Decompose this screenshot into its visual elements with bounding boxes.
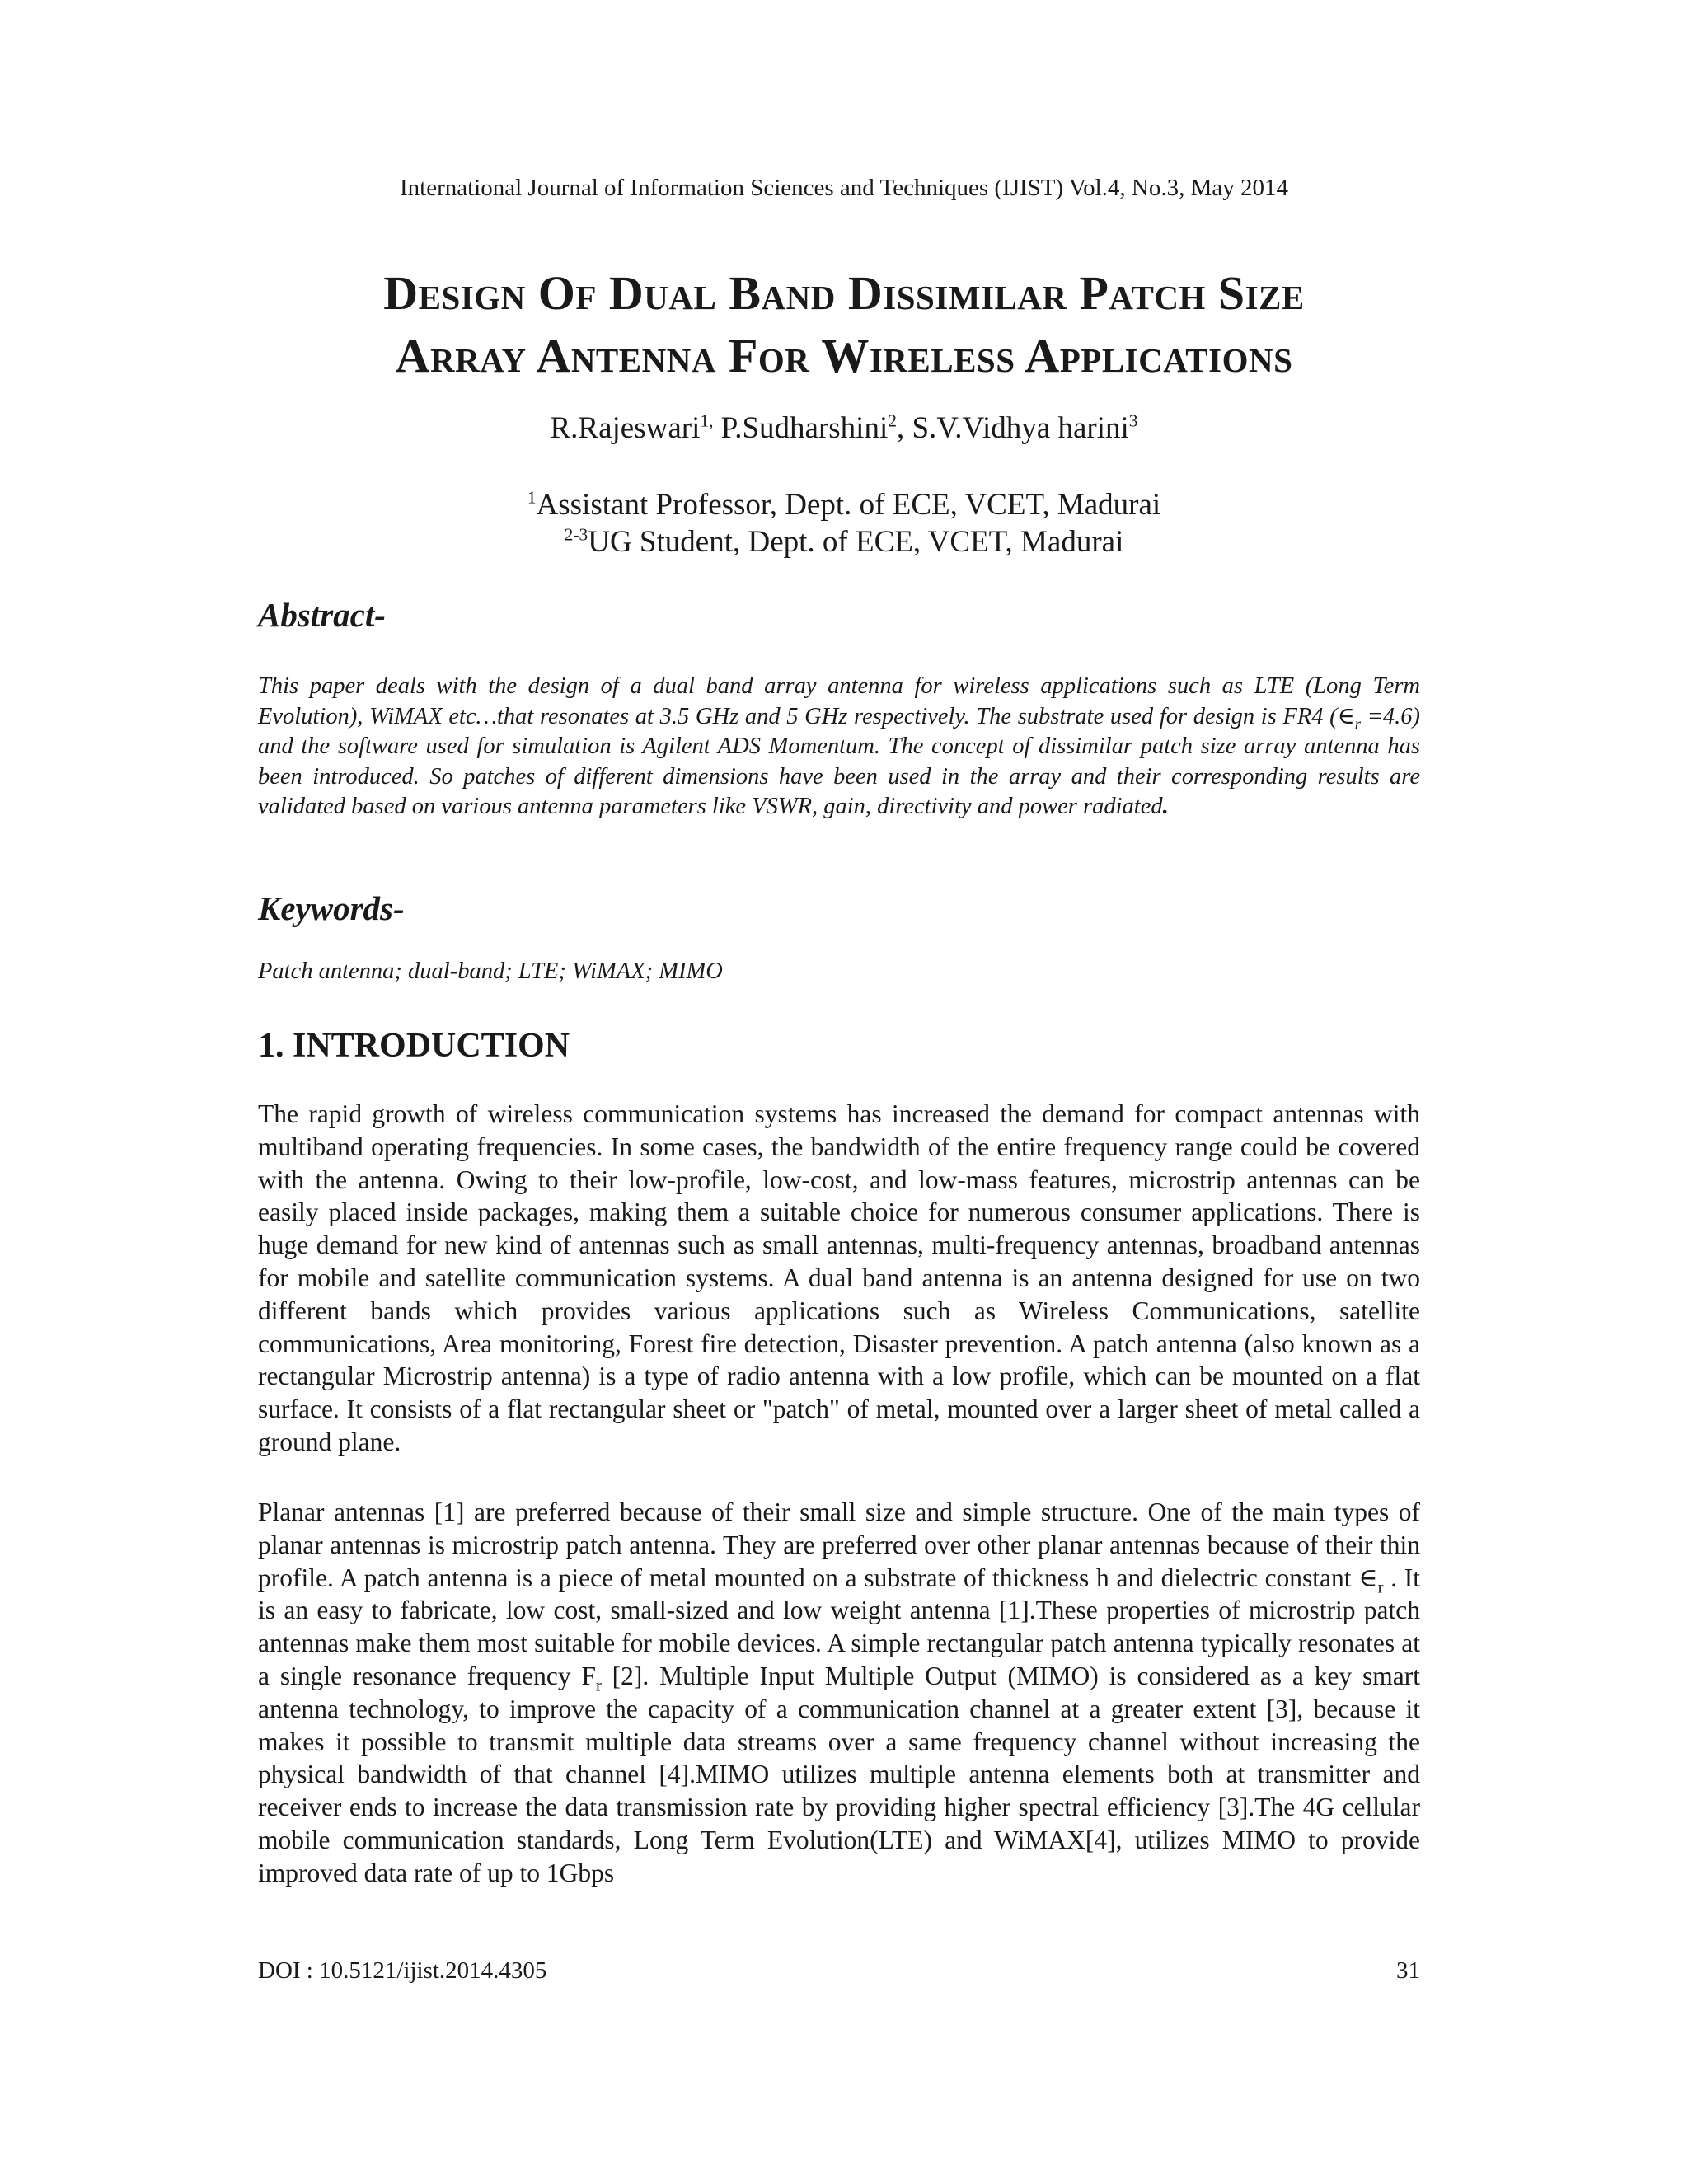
abstract-heading: Abstract- [258, 596, 386, 634]
affiliation-1 [165, 486, 1523, 523]
paper-title [165, 262, 1523, 387]
author-2-marker: 2 [888, 410, 897, 431]
author-2: P.Sudharshini [720, 411, 889, 445]
abstract-text-part-2: =4.6) and the software used for simulation is Agilent ADS Momentum. The concept of dissimilar patch size array antenna has been introduced. So patches of different dimensions have been used in the array and their corresponding results are validated based on various antenna parameters like VSWR, gain, directivity and power radiated [258, 703, 1420, 819]
title-line-2: Array Antenna For Wireless Applications [395, 329, 1293, 382]
permittivity-subscript: r [1377, 1577, 1384, 1596]
doi-footer: DOI : 10.5121/ijist.2014.4305 [258, 1957, 547, 1984]
intro-paragraph-1: The rapid growth of wireless communication systems has increased the demand for compact antennas with multiband operating frequencies. In some cases, the bandwidth of the entire frequency range could be covered with the antenna. Owing to their low-profile, low-cost, and low-mass features, microstrip antennas can be easily placed inside packages, making them a suitable choice for numerous consumer applications. There is huge demand for new kind of antennas such as small antennas, multi-frequency antennas, broadband antennas for mobile and satellite communication systems. A dual band antenna is an antenna designed for use on two different bands which provides various applications such as Wireless Communications, satellite communications, Area monitoring, Forest fire detection, Disaster prevention. A patch antenna (also known as a rectangular Microstrip antenna) is a type of radio antenna with a low profile, which can be mounted on a flat surface. It consists of a flat rectangular sheet or "patch" of metal, mounted over a larger sheet of metal called a ground plane. [258, 1099, 1420, 1456]
author-3: S.V.Vidhya harini [912, 411, 1129, 445]
keywords-list: Patch antenna; dual-band; LTE; WiMAX; MIMO [258, 958, 723, 984]
frequency-subscript: r [596, 1676, 602, 1695]
page-number: 31 [1396, 1957, 1420, 1984]
intro-paragraph-2 [258, 1496, 1420, 1890]
paragraph-2-part-1: Planar antennas [1] are preferred because of their small size and simple structure. One of the main types of planar antennas is microstrip patch antenna. They are preferred over other planar antennas because of their thin profile. A patch antenna is a piece of metal mounted on a substrate of thickness h and dielectric constant ∈ [258, 1497, 1420, 1592]
section-title: INTRODUCTION [293, 1027, 570, 1065]
section-number: 1. [258, 1027, 284, 1065]
affiliation-1-text: Assistant Professor, Dept. of ECE, VCET, Madurai [536, 488, 1161, 522]
abstract-body [258, 672, 1420, 823]
author-1: R.Rajeswari [550, 411, 701, 445]
title-line-1: Design Of Dual Band Dissimilar Patch Size [383, 266, 1305, 320]
section-heading-introduction [258, 1026, 570, 1066]
running-header: International Journal of Information Sciences and Techniques (IJIST) Vol.4, No.3, May 2014 [400, 175, 1288, 201]
author-1-marker: 1, [700, 410, 714, 431]
affiliation-2 [165, 523, 1523, 560]
author-list [165, 410, 1523, 446]
author-separator: , [896, 411, 912, 445]
permittivity-subscript: r [1354, 715, 1361, 733]
keywords-heading: Keywords- [258, 889, 405, 927]
affiliation-2-text: UG Student, Dept. of ECE, VCET, Madurai [588, 525, 1124, 559]
affiliation-1-marker: 1 [527, 487, 537, 508]
affiliations [165, 486, 1523, 560]
paragraph-2-part-2: . It is an easy to fabricate, low cost, small-sized and low weight antenna [1].These properties of microstrip patch antennas make them most suitable for mobile devices. A simple rectangular patch antenna typically resonates at a single resonance frequency F [258, 1563, 1420, 1690]
paragraph-2-part-3: [2]. Multiple Input Multiple Output (MIMO) is considered as a key smart antenna technology, to improve the capacity of a communication channel at a greater extent [3], because it makes it possible to transmit multiple data streams over a same frequency channel without increasing the physical bandwidth of that channel [4].MIMO utilizes multiple antenna elements both at transmitter and receiver ends to increase the data transmission rate by providing higher spectral efficiency [3].The 4G cellular mobile communication standards, Long Term Evolution(LTE) and WiMAX[4], utilizes MIMO to provide improved data rate of up to 1Gbps [258, 1661, 1420, 1887]
affiliation-2-marker: 2-3 [564, 524, 588, 545]
abstract-text-part-1: This paper deals with the design of a dual band array antenna for wireless applications such as LTE (Long Term Evolution), WiMAX etc…that resonates at 3.5 GHz and 5 GHz respectively. The substrate used for design is FR4 (∈ [258, 673, 1420, 729]
abstract-final-period: . [1162, 794, 1169, 819]
author-3-marker: 3 [1128, 410, 1138, 431]
